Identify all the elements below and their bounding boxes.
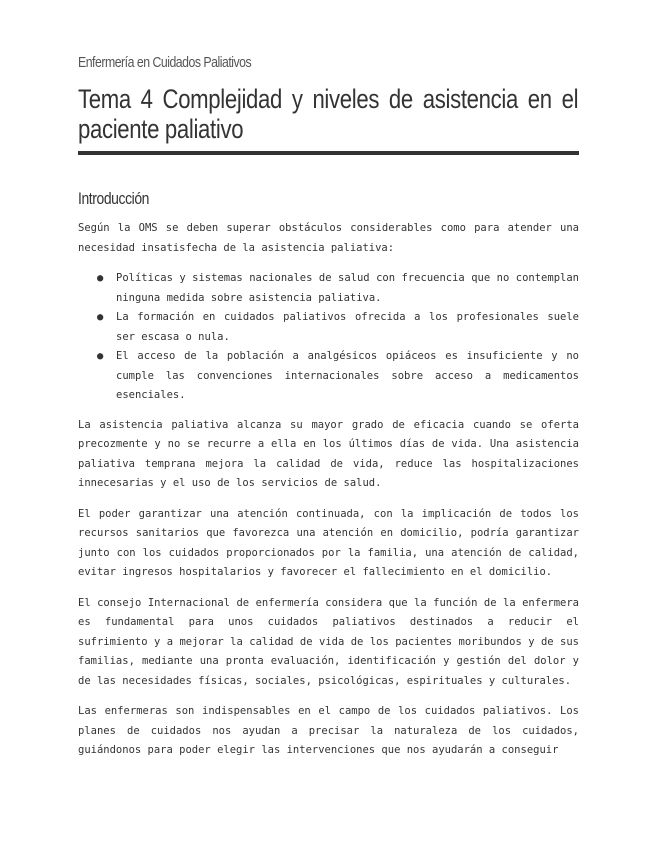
document-subtitle: Enfermería en Cuidados Paliativos xyxy=(78,54,252,71)
body-paragraph: Las enfermeras son indispensables en el campo de los cuidados paliativos. Los planes de cuidados nos ayudan a precisar la naturaleza de los cuidados, guiándonos para poder elegir las intervenciones que nos ayudarán a conseguir xyxy=(78,705,579,756)
bullet-list xyxy=(78,269,579,406)
body-paragraph: El consejo Internacional de enfermería considera que la función de la enfermera es fundamental para unos cuidados paliativos destinados a reducir el sufrimiento y a mejorar la calidad de vida de los pacientes moribundos y de sus familias, mediante una pronta evaluación, identificación y gestión del dolor y de las necesidades físicas, sociales, psicológicas, espirituales y culturales. xyxy=(78,596,579,687)
section-heading: Introducción xyxy=(78,189,150,208)
intro-paragraph: Según la OMS se deben superar obstáculos considerables como para atender una necesidad insatisfecha de la asistencia paliativa: xyxy=(78,222,579,254)
bullet-icon: ● xyxy=(97,350,104,362)
title-divider xyxy=(78,151,579,155)
bullet-icon: ● xyxy=(97,272,104,284)
bullet-icon: ● xyxy=(97,311,104,323)
list-item-text: El acceso de la población a analgésicos opiáceos es insuficiente y no cumple las convenciones internacionales sobre acceso a medicamentos esenciales. xyxy=(116,350,579,401)
list-item xyxy=(97,269,579,308)
document-body xyxy=(78,219,579,772)
body-paragraph: La asistencia paliativa alcanza su mayor grado de eficacia cuando se oferta precozmente y no se recurre a ella en los últimos días de vida. Una asistencia paliativa temprana mejora la calidad de vida, reduce las hospitalizaciones innecesarias y el uso de los servicios de salud. xyxy=(78,418,579,489)
list-item-text: La formación en cuidados paliativos ofrecida a los profesionales suele ser escasa o nula. xyxy=(116,311,579,343)
list-item xyxy=(97,308,579,347)
list-item-text: Políticas y sistemas nacionales de salud con frecuencia que no contemplan ninguna medida sobre asistencia paliativa. xyxy=(116,272,579,304)
list-item xyxy=(97,347,579,406)
body-paragraph: El poder garantizar una atención continuada, con la implicación de todos los recursos sanitarios que favorezca una atención en domicilio, podría garantizar junto con los cuidados proporcionados por la familia, una atención de calidad, evitar ingresos hospitalarios y favorecer el fallecimiento en el domicilio. xyxy=(78,507,579,578)
page-title: Tema 4 Complejidad y niveles de asistencia en el paciente paliativo xyxy=(78,84,579,144)
